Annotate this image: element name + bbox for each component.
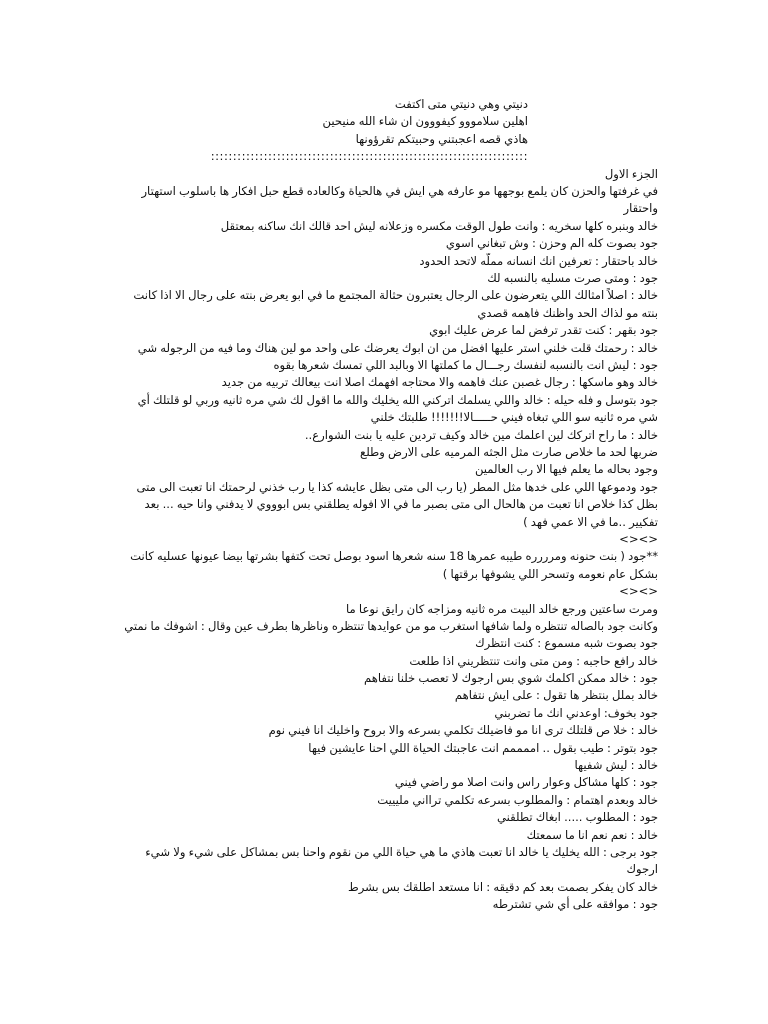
- part-title: الجزء الاول: [604, 166, 658, 181]
- separator-line: ::::::::::::::::::::::::::::::::::::::::::::::::::::::::::::::::::::::::: [210, 149, 528, 164]
- story-line: خالد وهو ماسكها : رجال غصبن عنك فاهمه والا محتاجه افهمك اصلا انت بيعالك تربيه من جديد: [221, 375, 658, 390]
- character-description: **جود ( بنت حنونه ومرررره طيبه عمرها 18 سنه شعرها اسود بوصل تحت كتفها بشرتها بيضا عيونها عسليه كانت بشكل عام نعومه وتسحر اللي يشوفها برقتها ): [130, 549, 658, 581]
- story-line: جود بصوت شبه مسموع : كنت انتظرك: [475, 636, 658, 651]
- intro-line: دنيتي وهي دنيتي متى اكتفت: [394, 97, 528, 111]
- story-paragraph: خالد : رحمتك قلت خلني استر عليها افضل من ان ابوك يعرضك على واحد مو لين هناك وما فيه من الرجوله شي: [137, 340, 658, 355]
- story-line: خالد وبنبره كلها سخريه : وانت طول الوقت مكسره وزعلانه ليش احد قالك انك ساكنه بمعتقل: [220, 218, 658, 233]
- story-line: خالد بملل بنتظر ها تقول : على ايش نتفاهم: [454, 688, 658, 703]
- story-line: خالد : ليش شفيها: [574, 758, 658, 773]
- story-line: جود بخوف: اوعدني انك ما تضربني: [494, 705, 658, 720]
- story-line: جود بصوت كله الم وحزن : وش تبغاني اسوي: [445, 236, 658, 251]
- story-paragraph: خالد : اصلاً امثالك اللي يتعرضون على الرجال يعتبرون حثالة المجتمع ما في ابو يعرض بنته على رجال الا اذا كانت بنته مو لذاك الحد واظنك فاهمه قصدي: [133, 288, 658, 320]
- story-line: خالد كان يفكر بصمت بعد كم دقيقه : انا مستعد اطلقك بس بشرط: [347, 879, 658, 894]
- story-line: خالد : ما راح اتركك لين اعلمك مين خالد وكيف تردين عليه يا بنت الشوارع..: [304, 427, 658, 442]
- story-paragraph: جود برجى : الله يخليك يا خالد انا تعبت هاذي ما هي حياة اللي من نقوم واحنا بس بمشاكل على شيء ولا شيء ارجوك: [145, 845, 658, 877]
- story-paragraph: في غرفتها والحزن كان يلمع بوجهها مو عارفه هي ايش في هالحياة وكالعاده قطع حبل افكار ها باسلوب استهتار واحتقار: [141, 183, 658, 216]
- story-line: خالد وبعدم اهتمام : والمطلوب بسرعه تكلمي ترااني مليييت: [377, 792, 658, 807]
- story-line: خالد باحتقار : تعرفين انك انسانه مملّه لاتحد الحدود: [419, 253, 658, 268]
- intro-line: هاذي قصه اعجبتني وحبيتكم تقرؤونها: [355, 131, 528, 146]
- story-line: جود : المطلوب ..... ابغاك تطلقني: [496, 810, 658, 825]
- story-paragraph: وكانت جود بالصاله تنتظره ولما شافها استغرب مو من عوايدها تنتظره وناظرها بطرف عين وقال : اشوفك ما نمتي: [124, 618, 658, 633]
- story-line: جود بتوتر : طيب بقول .. اممممم انت عاجبتك الحياة اللي احنا عايشين فيها: [308, 740, 658, 755]
- story-paragraph: جود ودموعها اللي على خدها مثل المطر (يا رب الى متى بظل عايشه كذا يا رب خذني لرحمتك انا تعبت الى متى بظل كذا خلاص انا تعبت من هالحال الى متى بصبر ما في الا افوله يطلقني بس ابوووي لا يدفني وانا حيه ... بعد تفكيير ..ما في الا عمي فهد ): [136, 479, 658, 529]
- story-line: خالد : خلا ص قلتلك ترى انا مو فاضيلك تكلمي بسرعه والا بروح واخليك انا فيني نوم: [268, 723, 658, 738]
- story-line: خالد رافع حاجبه : ومن متى وانت تنتظريني اذا طلعت: [409, 653, 658, 668]
- story-line: جود بقهر : كنت تقدر ترفض لما عرض عليك ابوي: [429, 323, 658, 338]
- story-line: جود : ومتى صرت مسليه بالنسبه لك: [487, 270, 658, 285]
- story-line: جود : ليش انت بالنسبه لنفسك رجـــال ما كملتها الا وبالبد اللي تمسك شعرها بقوه: [273, 357, 658, 372]
- story-line: خالد : نعم نعم انا ما سمعتك: [526, 827, 658, 842]
- story-paragraph: جود بتوسل و فله حيله : خالد واللي يسلمك اتركني الله يخليك والله ما اقول لك شي مره ثانيه وربي لو قلتلك أي شي مره ثانيه سو اللي تبغاه فيني حـــــالا!!!!!!! طلبتك خلني: [137, 392, 658, 425]
- document-page: [118, 96, 658, 914]
- story-line: جود : موافقه على أي شي تشترطه: [492, 897, 658, 912]
- scene-break: <><>: [619, 531, 658, 546]
- story-line: جود : خالد ممكن اكلمك شوي بس ارجوك لا تعصب خلنا نتفاهم: [364, 671, 658, 686]
- story-line: وجود بحاله ما يعلم فيها الا رب العالمين: [474, 462, 658, 477]
- intro-line: اهلين سلامووو كيفووون ان شاء الله منيحين: [322, 114, 528, 129]
- story-line: ضربها لحد ما خلاص صارت مثل الجثه المرميه على الارض وطلع: [360, 444, 658, 459]
- story-line: جود : كلها مشاكل وعوار راس وانت اصلا مو راضي فيني: [394, 775, 658, 790]
- scene-break: <><>: [619, 584, 658, 599]
- story-line: ومرت ساعتين ورجع خالد البيت مره ثانيه ومزاجه كان رايق نوعا ما: [345, 601, 658, 616]
